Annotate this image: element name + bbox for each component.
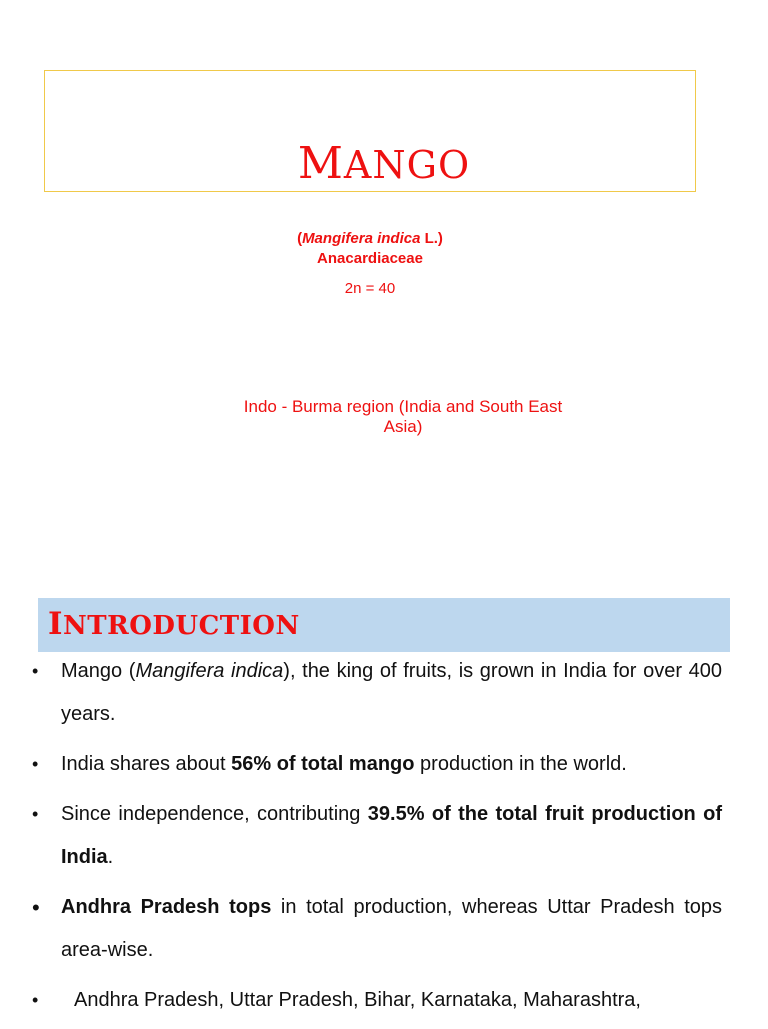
- bullet-icon: •: [32, 661, 39, 681]
- bullet-icon: •: [32, 895, 40, 920]
- family-name: Anacardiaceae: [317, 250, 423, 267]
- bullet-item: • Andhra Pradesh tops in total production, whereas Uttar Pradesh tops area-wise.: [30, 886, 722, 972]
- bullet-list: [30, 650, 722, 1029]
- section-title: INTRODUCTION: [48, 606, 300, 642]
- bullet-item: • Since independence, contributing 39.5% of the total fruit production of India.: [30, 793, 722, 879]
- scientific-name: (Mangifera indica L.): [297, 230, 443, 247]
- bullet-item: • India shares about 56% of total mango production in the world.: [30, 743, 722, 786]
- genus-species: Mangifera indica: [302, 230, 421, 247]
- introduction-header: [38, 598, 730, 652]
- bullet-item: • Andhra Pradesh, Uttar Pradesh, Bihar, Karnataka, Maharashtra,: [30, 979, 722, 1022]
- bullet-icon: •: [32, 990, 39, 1010]
- bullet-icon: •: [32, 754, 39, 774]
- origin-line-1: Indo - Burma region (India and South East: [243, 397, 563, 416]
- bullet-icon: •: [32, 804, 39, 824]
- slide-title: MANGO: [297, 138, 471, 189]
- origin-text: [0, 397, 768, 437]
- bullet-item: • Mango (Mangifera indica), the king of fruits, is grown in India for over 400 years.: [30, 650, 722, 736]
- origin-line-2: Asia): [383, 417, 423, 436]
- chromosome-number: 2n = 40: [344, 280, 396, 297]
